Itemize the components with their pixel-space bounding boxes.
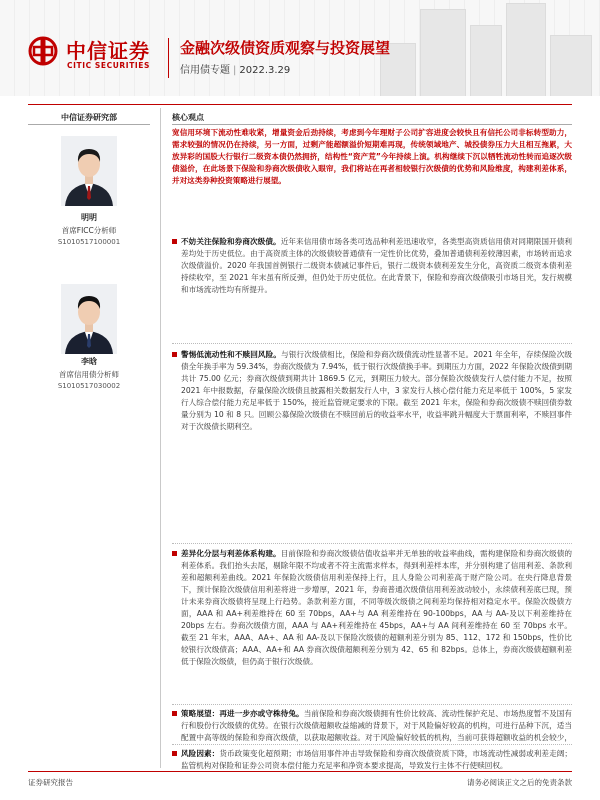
section-paragraph xyxy=(172,548,572,702)
building-graphic xyxy=(470,25,502,96)
analyst-card xyxy=(28,212,150,246)
section-lead: 警惕低流动性和不赎回风险。 xyxy=(181,350,282,359)
core-summary: 宽信用环境下流动性难收紧，增量资金后劲持续，考虑到今年理财子公司扩容进度会较快且有信托公司非标转型助力，需求较强的情况仍在持续，另一方面，过剩产能超额溢价短期难再现，传统领域地产、城投债券压力大且相互拖累，大放异彩的国股大行银行二级资本债仍然拥挤，结构性“资产荒”今年持续上演。机构继续下沉以牺牲流动性转而追逐次级债溢价，在此场景下保险和券商次级债收入眼帘，我们将站在再者相较银行次级债的优势和风险维度，构建利差体系，并对这类券种投资策略进行展望。 xyxy=(172,128,572,185)
section-text: 当前保险和券商次级债拥有性价比较高、流动性保护充足、市场热度暂不及国有行和股份行次级债的优势。在银行次级债超额收益缩减的背景下，对于风险偏好较高的机构，可进行品种下沉，适当配置中高等级的保险和券商次级债，以获取超额收益。对于风险偏好较低的机构，当前可获得超额收益的机会较少， xyxy=(181,709,572,742)
analyst-role: 首席信用债分析师 xyxy=(59,370,119,379)
bullet-icon xyxy=(172,551,177,556)
section-lead: 策略展望：再进一步亦或守株待兔。 xyxy=(181,709,304,718)
bullet-icon xyxy=(172,751,177,756)
building-graphic xyxy=(420,9,466,96)
building-graphic xyxy=(550,35,592,96)
section-divider xyxy=(172,704,572,705)
analyst-photo xyxy=(61,136,117,206)
sidebar-heading: 中信证券研究部 xyxy=(61,113,117,122)
analyst-id: S1010517100001 xyxy=(57,238,121,246)
footer-rule xyxy=(28,771,572,772)
section-text: 与银行次级债相比，保险和券商次级债流动性显著不足。2021 年全年，存续保险次级债全年换手率为 59.34%，券商次级债为 7.94%，低于银行次级债换手率。到期压力方面，2022 年保险次级债到期共计 75.00 亿元；券商次级债到期共计 1869.5 亿元，到期压力较大。部分保险次级债发行人偿付能力不足，按照 2021 年中报数据，存量保险次级债且披露相关数据发行人中，3 家发行人核心偿付能力充足率低于 100%，5 家发行人综合偿付能力充足率低于 150%，接近监管规定要求的下限。截至 2021 年末，保险和券商次级债不赎回债券数量分别为 10 和 8 只。回顾公募保险次级债在不赎回前后的收益率水平，收益率跳升幅度大于票面利率，不赎回事件对于次级债长期利空。 xyxy=(181,350,572,431)
section-paragraph xyxy=(172,349,572,541)
brand-name-en: CITIC SECURITIES xyxy=(67,61,151,70)
bullet-icon xyxy=(172,711,177,716)
analyst-role: 首席FICC分析师 xyxy=(61,226,117,235)
section-paragraph xyxy=(172,708,572,742)
report-subtitle: 信用债专题 | 2022.3.29 xyxy=(180,65,291,76)
section-divider xyxy=(172,744,572,745)
core-rule xyxy=(172,124,572,125)
section-text: 目前保险和券商次级债估值收益率并无单独的收益率曲线，需构建保险和券商次级债的利差体系。我们抬头去尾，剔除年限不均或者不符主流需求样本，得到利差样本库，并分别构建了信用利差、条款利差和超额利差曲线。2021 年保险次级债信用利差保持上行，且人身险公司利差高于财产险公司。在央行降息背景下，预计保险次级债信用利差将进一步增厚，2021 年，券商普通次级债信用利差波动较小，永续债利差底已现，预计未来券商次级债将呈现上行趋势。条款利差方面，不同等级次级债之间利差均保持相对稳定水平。保险次级债方面，AAA 和 AA+利差维持在 60 至 70bps，AA+与 AA 利差维持在 90-100bps，AA 与 AA-及以下利差维持在 20bps 左右。券商次级债方面，AAA 与 AA+利差维持在 45bps，AA+与 AA 间利差维持在 60 至 70bps 水平。截至 21 年末，AAA、AA+、AA 和 AA-及以下保险次级债的超额利差分别为 85、112、172 和 150bps，性价比较银行次级债高；AAA、AA+和 AA 券商次级债超额利差分别为 42、65 和 82bps。总体上，券商次级债超额利差低于保险次级债，但仍高于银行次级债。 xyxy=(181,549,572,666)
sidebar-rule xyxy=(28,124,150,125)
section-divider xyxy=(172,543,572,544)
column-divider xyxy=(160,108,161,768)
header-rule xyxy=(28,104,572,105)
header-divider xyxy=(168,38,169,78)
section-lead: 不妨关注保险和券商次级债。 xyxy=(181,237,281,246)
report-date: 2022.3.29 xyxy=(239,65,291,76)
analyst-photo xyxy=(61,284,117,354)
section-text: 货币政策变化超预期；市场信用事件冲击导致保险和券商次级债资质下降，市场流动性减弱或利差走阔；监管机构对保险和证券公司资本偿付能力充足率和净资本要求提高，导致发行主体不行使赎回权。 xyxy=(181,749,572,770)
section-lead: 风险因素： xyxy=(181,749,220,758)
footer-label: 证券研究报告 xyxy=(28,778,73,787)
report-category: 信用债专题 xyxy=(180,65,230,76)
analyst-name: 李晗 xyxy=(81,357,97,366)
report-title: 金融次级债资质观察与投资展望 xyxy=(180,39,391,57)
analyst-card xyxy=(28,356,150,390)
analyst-id: S1010517030002 xyxy=(57,382,121,390)
core-heading: 核心观点 xyxy=(172,113,204,122)
company-logo xyxy=(28,34,178,76)
footer-disclaimer: 请务必阅读正文之后的免责条款 xyxy=(467,778,572,787)
bullet-icon xyxy=(172,352,177,357)
section-paragraph xyxy=(172,748,572,770)
brand-name-cn: 中信证券 xyxy=(66,39,150,63)
section-lead: 差异化分层与利差体系构建。 xyxy=(181,549,281,558)
analyst-name: 明明 xyxy=(81,213,97,222)
section-paragraph xyxy=(172,236,572,340)
bullet-icon xyxy=(172,239,177,244)
citic-logo-icon xyxy=(28,36,58,66)
section-text: 近年来信用债市场各类可选品种利差迅速收窄，各类型高资质信用债对同期限国开债利差均处于历史低位。由于高资质主体的次级债较普通债有一定性价比优势，叠加普通债利差较薄因素，市场转而追求次级债溢价。2020 年我国首例银行二级资本债减记事件后，银行二级资本债利差发生分化，高资质二级资本债利差持续收窄，至 2021 年末虽有所反弹，但仍处于历史低位。在此背景下，保险和券商次级债吸引市场目光，发行规模和市场流动性均有所提升。 xyxy=(181,237,572,294)
building-graphic xyxy=(506,3,546,96)
section-divider xyxy=(172,343,572,344)
